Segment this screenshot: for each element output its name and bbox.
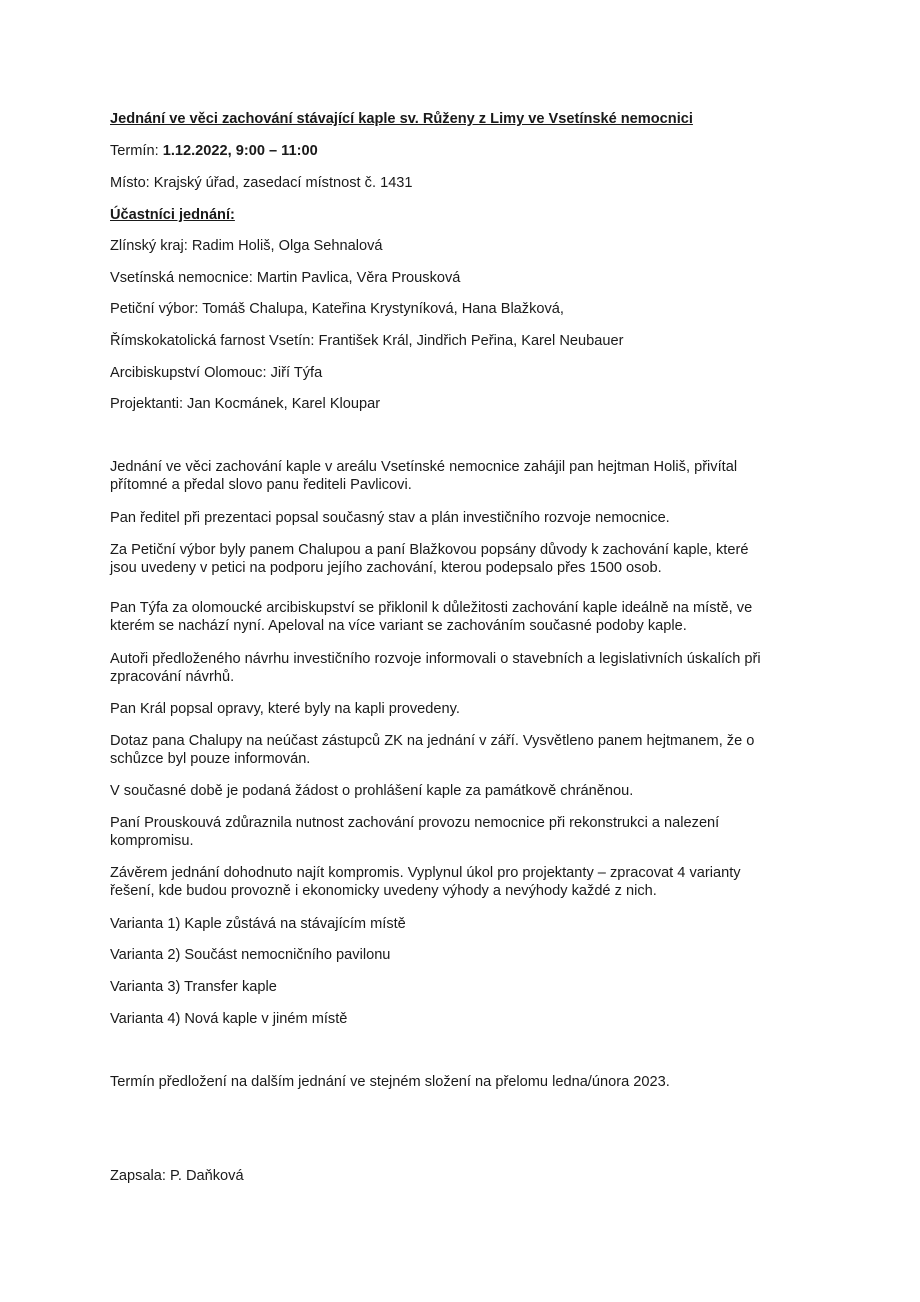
minutes-paragraph — [110, 509, 810, 527]
participant-line: Petiční výbor: Tomáš Chalupa, Kateřina Krystyníková, Hana Blažková, — [110, 301, 564, 317]
paragraph-line: Dotaz pana Chalupy na neúčast zástupců ZK na jednání v září. Vysvětleno panem hejtmanem, že o — [110, 733, 755, 749]
paragraph-line: přítomné a předal slovo panu řediteli Pavlicovi. — [110, 477, 412, 493]
minutes-paragraph — [110, 650, 810, 686]
participant-line: Vsetínská nemocnice: Martin Pavlica, Věra Prousková — [110, 270, 461, 286]
paragraph-line: Za Petiční výbor byly panem Chalupou a paní Blažkovou popsány důvody k zachování kaple, které — [110, 542, 749, 558]
paragraph-line: kterém se nachází nyní. Apeloval na více variant se zachováním současné podoby kaple. — [110, 618, 687, 634]
paragraph-line: Paní Prouskouvá zdůraznila nutnost zachování provozu nemocnice při rekonstrukci a nalezení — [110, 815, 720, 831]
minutes-paragraph — [110, 599, 810, 635]
participant-line: Zlínský kraj: Radim Holiš, Olga Sehnalová — [110, 238, 383, 254]
minutes-paragraph — [110, 700, 810, 718]
variant-item: Varianta 1) Kaple zůstává na stávajícím místě — [110, 916, 406, 932]
paragraph-line: schůzce byl pouze informován. — [110, 751, 311, 767]
next-meeting-note: Termín předložení na dalším jednání ve stejném složení na přelomu ledna/února 2023. — [110, 1074, 670, 1090]
meeting-place: Místo: Krajský úřad, zasedací místnost č. 1431 — [110, 175, 413, 191]
minutes-paragraph — [110, 864, 810, 900]
minutes-paragraph — [110, 782, 810, 800]
paragraph-line: řešení, kde budou provozně i ekonomicky uvedeny výhody a nevýhody každé z nich. — [110, 883, 657, 899]
paragraph-line: Autoři předloženého návrhu investičního rozvoje informovali o stavebních a legislativních úskalích při — [110, 651, 761, 667]
participant-line: Projektanti: Jan Kocmánek, Karel Kloupar — [110, 396, 381, 412]
variant-item: Varianta 4) Nová kaple v jiném místě — [110, 1011, 348, 1027]
participant-line: Arcibiskupství Olomouc: Jiří Týfa — [110, 365, 323, 381]
paragraph-line: Pan Král popsal opravy, které byly na kapli provedeny. — [110, 701, 460, 717]
variant-item: Varianta 3) Transfer kaple — [110, 979, 277, 995]
variant-item: Varianta 2) Součást nemocničního pavilonu — [110, 947, 391, 963]
paragraph-line: V současné době je podaná žádost o prohlášení kaple za památkově chráněnou. — [110, 783, 634, 799]
paragraph-line: zpracování návrhů. — [110, 669, 235, 685]
paragraph-line: Jednání ve věci zachování kaple v areálu Vsetínské nemocnice zahájil pan hejtman Holiš, přivítal — [110, 459, 738, 475]
meeting-term — [110, 142, 318, 160]
participants-heading: Účastníci jednání: — [110, 207, 235, 223]
meeting-term-value: 1.12.2022, 9:00 – 11:00 — [162, 143, 318, 159]
minutes-paragraph — [110, 541, 810, 577]
document-title: Jednání ve věci zachování stávající kaple sv. Růženy z Limy ve Vsetínské nemocnici — [110, 111, 693, 127]
participant-line: Římskokatolická farnost Vsetín: František Král, Jindřich Peřina, Karel Neubauer — [110, 333, 624, 349]
paragraph-line: jsou uvedeny v petici na podporu jejího zachování, kterou podepsalo přes 1500 osob. — [110, 560, 662, 576]
paragraph-line: Pan ředitel při prezentaci popsal současný stav a plán investičního rozvoje nemocnice. — [110, 510, 670, 526]
minutes-paragraph — [110, 814, 810, 850]
recorded-by: Zapsala: P. Daňková — [110, 1168, 244, 1184]
paragraph-line: Závěrem jednání dohodnuto najít kompromis. Vyplynul úkol pro projektanty – zpracovat 4 varianty — [110, 865, 741, 881]
meeting-term-label: Termín: — [110, 143, 163, 159]
paragraph-line: Pan Týfa za olomoucké arcibiskupství se přiklonil k důležitosti zachování kaple ideálně na místě, ve — [110, 600, 753, 616]
paragraph-line: kompromisu. — [110, 833, 194, 849]
minutes-paragraph — [110, 458, 810, 494]
minutes-paragraph — [110, 732, 810, 768]
